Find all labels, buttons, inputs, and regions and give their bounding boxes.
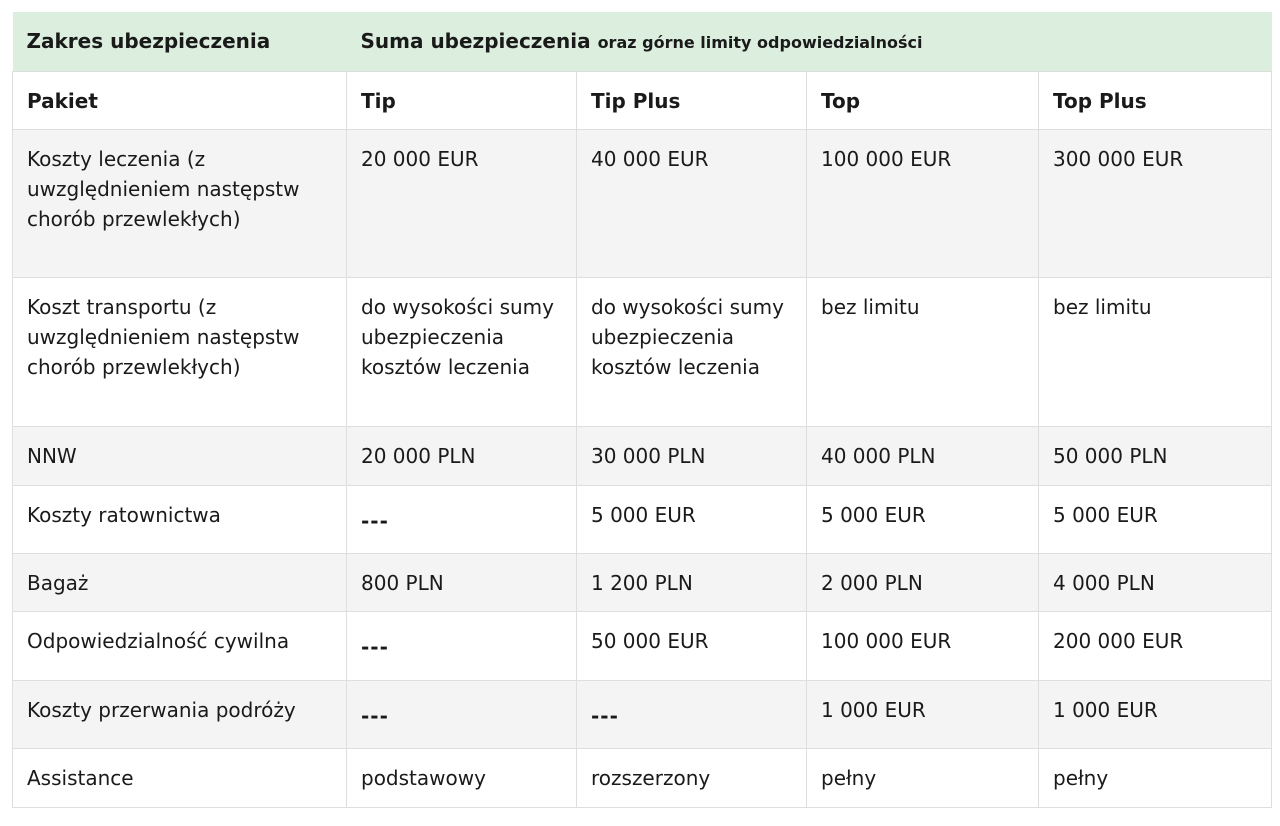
sum-header bbox=[347, 12, 1272, 71]
sum-header-label: Suma ubezpieczenia bbox=[360, 29, 591, 53]
insurance-limits-table-container bbox=[12, 12, 1271, 808]
row-value: 30 000 PLN bbox=[577, 426, 807, 485]
row-value: 2 000 PLN bbox=[807, 553, 1039, 611]
dash-placeholder: --- bbox=[361, 508, 389, 533]
row-label: Koszty ratownictwa bbox=[13, 485, 347, 553]
package-tip: Tip bbox=[347, 71, 577, 129]
row-value: do wysokości sumy ubezpieczenia kosztów leczenia bbox=[577, 277, 807, 426]
row-value: bez limitu bbox=[1039, 277, 1272, 426]
row-value: pełny bbox=[1039, 748, 1272, 807]
dash-placeholder: --- bbox=[591, 703, 619, 728]
row-value-empty bbox=[347, 611, 577, 680]
row-value: 1 000 EUR bbox=[807, 680, 1039, 748]
row-value: 200 000 EUR bbox=[1039, 611, 1272, 680]
row-value-empty bbox=[347, 485, 577, 553]
table-row bbox=[13, 553, 1272, 611]
table-row bbox=[13, 611, 1272, 680]
row-label: NNW bbox=[13, 426, 347, 485]
table-row bbox=[13, 129, 1272, 277]
table-row bbox=[13, 426, 1272, 485]
row-value: 800 PLN bbox=[347, 553, 577, 611]
row-value: 50 000 EUR bbox=[577, 611, 807, 680]
row-value: 40 000 EUR bbox=[577, 129, 807, 277]
row-value: 5 000 EUR bbox=[577, 485, 807, 553]
row-value: 100 000 EUR bbox=[807, 611, 1039, 680]
row-value: pełny bbox=[807, 748, 1039, 807]
row-value: 5 000 EUR bbox=[807, 485, 1039, 553]
row-label: Bagaż bbox=[13, 553, 347, 611]
package-top-plus: Top Plus bbox=[1039, 71, 1272, 129]
row-label: Assistance bbox=[13, 748, 347, 807]
row-label: Koszty leczenia (z uwzględnieniem następstw chorób przewlekłych) bbox=[13, 129, 347, 277]
row-value: 1 000 EUR bbox=[1039, 680, 1272, 748]
table-row bbox=[13, 277, 1272, 426]
row-value: 300 000 EUR bbox=[1039, 129, 1272, 277]
row-value: 20 000 EUR bbox=[347, 129, 577, 277]
row-value: do wysokości sumy ubezpieczenia kosztów leczenia bbox=[347, 277, 577, 426]
row-value: bez limitu bbox=[807, 277, 1039, 426]
scope-header: Zakres ubezpieczenia bbox=[13, 12, 347, 71]
row-value: rozszerzony bbox=[577, 748, 807, 807]
row-label: Koszty przerwania podróży bbox=[13, 680, 347, 748]
insurance-limits-table bbox=[12, 12, 1272, 808]
row-value: 20 000 PLN bbox=[347, 426, 577, 485]
row-value: podstawowy bbox=[347, 748, 577, 807]
table-header-row bbox=[13, 12, 1272, 71]
table-row bbox=[13, 748, 1272, 807]
row-value: 5 000 EUR bbox=[1039, 485, 1272, 553]
package-tip-plus: Tip Plus bbox=[577, 71, 807, 129]
row-value: 1 200 PLN bbox=[577, 553, 807, 611]
row-value: 50 000 PLN bbox=[1039, 426, 1272, 485]
package-top: Top bbox=[807, 71, 1039, 129]
table-row bbox=[13, 680, 1272, 748]
row-value: 100 000 EUR bbox=[807, 129, 1039, 277]
row-value-empty bbox=[347, 680, 577, 748]
sum-header-sublabel: oraz górne limity odpowiedzialności bbox=[597, 33, 923, 52]
package-label: Pakiet bbox=[13, 71, 347, 129]
package-row bbox=[13, 71, 1272, 129]
row-value: 40 000 PLN bbox=[807, 426, 1039, 485]
row-value: 4 000 PLN bbox=[1039, 553, 1272, 611]
dash-placeholder: --- bbox=[361, 703, 389, 728]
row-label: Koszt transportu (z uwzględnieniem następstw chorób przewlekłych) bbox=[13, 277, 347, 426]
dash-placeholder: --- bbox=[361, 634, 389, 659]
table-row bbox=[13, 485, 1272, 553]
row-label: Odpowiedzialność cywilna bbox=[13, 611, 347, 680]
row-value-empty bbox=[577, 680, 807, 748]
